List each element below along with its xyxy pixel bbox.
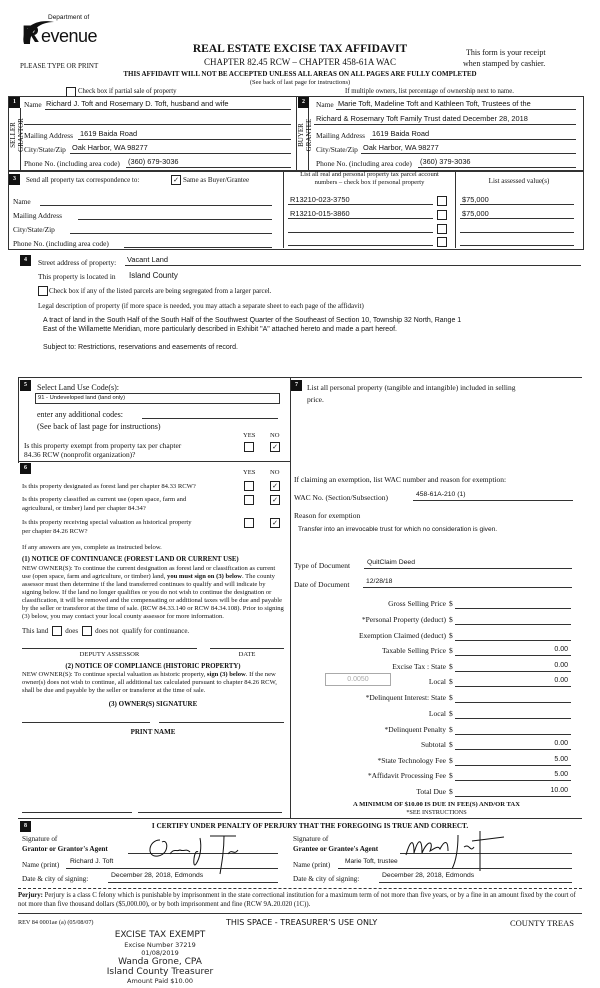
corr-name-field[interactable] — [40, 205, 272, 206]
parcel-header: List all real and personal property tax parcel account — [300, 171, 439, 178]
exempt-yes-checkbox[interactable] — [244, 442, 254, 452]
current-use-no-checkbox[interactable]: ✓ — [270, 495, 280, 505]
grantor-signature — [140, 828, 250, 878]
dollar-sign: $ — [449, 646, 453, 655]
forest-no-checkbox[interactable]: ✓ — [270, 481, 280, 491]
additional-codes-field[interactable] — [142, 418, 278, 419]
parcel-number-field[interactable] — [288, 232, 433, 233]
fee-value: 0.00 — [554, 740, 568, 747]
name-print-label: Name (print) — [22, 861, 60, 869]
grantor-date-city[interactable]: December 28, 2018, Edmonds — [111, 872, 204, 879]
minimum-note: A MINIMUM OF $10.00 IS DUE IN FEE(S) AND/OR TAX — [353, 801, 520, 808]
forest-question: Is this property designated as forest land per chapter 84.33 RCW? — [22, 483, 196, 490]
wac-number[interactable]: 458-61A-210 (1) — [416, 491, 466, 498]
buyer-side-label: BUYER GRANTEE — [297, 118, 313, 152]
form-title: REAL ESTATE EXCISE TAX AFFIDAVIT — [192, 43, 408, 55]
dollar-sign: $ — [449, 631, 453, 640]
fee-field[interactable] — [455, 780, 571, 781]
logo-top-text: Department of — [48, 14, 90, 21]
stamp-title: Island County Treasurer — [106, 967, 214, 977]
historic-yes-checkbox[interactable] — [244, 518, 254, 528]
name-print-label: Name (print) — [293, 861, 331, 869]
continuance-qualify-row — [22, 626, 284, 636]
seller-name-label: Name — [24, 100, 42, 109]
same-as-buyer-checkbox[interactable]: ✓ — [171, 175, 181, 185]
section-number: 2 — [298, 97, 309, 108]
notice-continuance-text: NEW OWNER(S): To continue the current designation as forest land or classification as current use (open space, farm and agriculture, or timber) land, you must sign on (3) below. The county assessor must then determine if the land transferred continues to qualify and will indicate by signing below. If the land no longer qualifies or you do not wish to continue the designation or classification, it will be removed and the compensating or additional taxes will be due and payable by the seller or transferor at the time of sale. (RCW 84.33.140 or RCW 84.34.108). Prior to signing (3) below, you may contact your local county assessor for more information. — [22, 565, 284, 620]
fee-field[interactable] — [455, 765, 571, 766]
parcel-header-2: numbers – check box if personal property — [314, 179, 425, 186]
fee-field[interactable] — [455, 624, 571, 625]
section-number: 8 — [20, 821, 31, 832]
personal-property-checkbox[interactable] — [437, 196, 447, 206]
buyer-name[interactable]: Marie Toft, Madeline Toft and Kathleen Toft, Trustees of the — [338, 99, 531, 108]
receipt-note-2: when stamped by cashier. — [463, 59, 546, 68]
dollar-sign: $ — [449, 787, 453, 796]
corr-mail-label: Mailing Address — [13, 211, 63, 220]
deputy-date-field[interactable] — [210, 648, 284, 649]
fee-field[interactable] — [455, 749, 571, 750]
certify-statement: I CERTIFY UNDER PENALTY OF PERJURY THAT THE FOREGOING IS TRUE AND CORRECT. — [151, 822, 469, 830]
corr-city-field[interactable] — [70, 233, 272, 234]
see-back-label: (See back of last page for instructions) — [37, 422, 161, 431]
assessed-value-field[interactable] — [460, 245, 574, 246]
dollar-sign: $ — [449, 615, 453, 624]
deputy-signature-field[interactable] — [22, 648, 197, 649]
logo-main-text: evenue — [41, 26, 98, 46]
grantor-agent-label: Grantor or Grantor's Agent — [22, 845, 108, 853]
dollar-sign: $ — [449, 740, 453, 749]
grantee-name[interactable]: Marie Toft, trustee — [345, 858, 398, 865]
buyer-city-label: City/State/Zip — [316, 145, 358, 154]
section-number: 3 — [9, 174, 20, 185]
if-any-note: If any answers are yes, complete as instructed below. — [22, 544, 162, 551]
located-label: This property is located in — [38, 272, 116, 281]
fee-value: 10.00 — [550, 787, 568, 794]
this-land-label: This land — [22, 627, 49, 635]
does-checkbox[interactable] — [52, 626, 62, 636]
notice-continuance-title: (1) NOTICE OF CONTINUANCE (FOREST LAND OR CURRENT USE) — [22, 556, 239, 563]
wac-label: WAC No. (Section/Subsection) — [294, 493, 388, 502]
exemption-label: If claiming an exemption, list WAC number and reason for exemption: — [294, 475, 507, 484]
street-label: Street address of property: — [38, 258, 117, 267]
fee-field[interactable] — [455, 608, 571, 609]
seller-city-label: City/State/Zip — [24, 145, 66, 154]
divider — [18, 818, 582, 819]
corr-phone-label: Phone No. (including area code) — [13, 239, 109, 248]
form-chapter: CHAPTER 82.45 RCW – CHAPTER 458-61A WAC — [204, 57, 396, 67]
warning: THIS AFFIDAVIT WILL NOT BE ACCEPTED UNLESS ALL AREAS ON ALL PAGES ARE FULLY COMPLETED — [123, 70, 477, 78]
see-back-note: (See back of last page for instructions) — [249, 79, 351, 86]
divider — [18, 888, 582, 889]
land-use-label: Select Land Use Code(s): — [37, 383, 119, 392]
legal-description-2[interactable]: East of the Willamette Meridian, more particularly described in Exhibit "A" attached hereto and made a part hereof. — [43, 326, 397, 333]
doc-date[interactable]: 12/28/18 — [366, 578, 393, 585]
street-address[interactable]: Vacant Land — [127, 255, 168, 264]
perjury-notice: Perjury: Perjury is a class C felony which is punishable by imprisonment in the state correctional institution for a maximum term of not more than five years, or by a fine in an amount fixed by the court of not more than five thousand dollars ($5,000.00), or by both imprisonment and fine (RCW 9A.20.020 (1C)). — [18, 892, 576, 908]
yes-header: YES — [243, 432, 256, 439]
seller-phone-label: Phone No. (including area code) — [24, 159, 120, 168]
forest-yes-checkbox[interactable] — [244, 481, 254, 491]
fee-label: *Delinquent Penalty — [384, 725, 446, 734]
section-number: 7 — [291, 380, 302, 391]
fee-label: Exemption Claimed (deduct) — [358, 631, 446, 640]
assessed-value-field[interactable] — [460, 232, 574, 233]
stamp-number: Excise Number 37219 — [124, 941, 196, 949]
date-label: DATE — [238, 651, 256, 659]
exemption-reason[interactable]: Transfer into an irrevocable trust for which no consideration is given. — [298, 526, 498, 533]
form-revision: REV 84 0001ae (a) (05/08/07) — [18, 919, 94, 926]
dollar-sign: $ — [449, 771, 453, 780]
print-name-field[interactable] — [22, 812, 132, 813]
historic-question-2: per chapter 84.26 RCW? — [22, 528, 88, 535]
buyer-mail[interactable]: 1619 Baida Road — [372, 129, 430, 138]
land-use-select[interactable] — [35, 393, 280, 404]
divider — [18, 461, 290, 462]
corr-name-label: Name — [13, 197, 31, 206]
does-not-checkbox[interactable] — [82, 626, 92, 636]
send-correspondence-label: Send all property tax correspondence to: — [26, 176, 140, 184]
divider — [18, 913, 582, 914]
reason-label: Reason for exemption — [294, 511, 361, 520]
fee-label: Gross Selling Price — [388, 599, 446, 608]
dollar-sign: $ — [449, 662, 453, 671]
legal-subject[interactable]: Subject to: Restrictions, reservations and easements of record. — [43, 344, 238, 351]
print-name-field-2[interactable] — [138, 812, 282, 813]
county-treas-label: COUNTY TREAS — [510, 918, 574, 928]
additional-codes-label: enter any additional codes: — [37, 410, 123, 419]
owner-signature-title: (3) OWNER(S) SIGNATURE — [108, 699, 198, 708]
date-city-label: Date & city of signing: — [293, 875, 360, 883]
stamp-amount-paid: Amount Paid $10.00 — [127, 977, 193, 985]
stamp-name: Wanda Grone, CPA — [118, 957, 202, 967]
divider — [18, 377, 582, 378]
see-instructions: *SEE INSTRUCTIONS — [406, 809, 467, 816]
corr-phone-field[interactable] — [124, 247, 272, 248]
dollar-sign: $ — [449, 599, 453, 608]
doc-type-label: Type of Document — [294, 561, 351, 570]
receipt-note: This form is your receipt — [466, 48, 546, 57]
treasurer-use-label: THIS SPACE - TREASURER'S USE ONLY — [226, 918, 378, 927]
grantee-date-city[interactable]: December 28, 2018, Edmonds — [382, 872, 475, 879]
notice-compliance-text: NEW OWNER(S): To continue special valuation as historic property, sign (3) below. If the new owner(s) does not wish to continue, all additional tax calculated pursuant to chapter 84.26 RCW, shall be due and payable by the seller or transferor at the time of sale. — [22, 671, 277, 694]
exempt-question-2: 84.36 RCW (nonprofit organization)? — [24, 450, 136, 459]
date-city-label: Date & city of signing: — [22, 875, 89, 883]
dollar-sign: $ — [449, 725, 453, 734]
dollar-sign: $ — [449, 709, 453, 718]
divider — [18, 378, 19, 463]
logo-letter: R — [22, 21, 40, 48]
county[interactable]: Island County — [129, 271, 178, 280]
fee-value: 0.00 — [554, 677, 568, 684]
does-not-label: does not — [95, 627, 119, 635]
personal-property-checkbox[interactable] — [437, 224, 447, 234]
doc-type[interactable]: QuitClaim Deed — [367, 559, 415, 566]
fee-label: *Personal Property (deduct) — [361, 615, 446, 624]
fee-label: Local — [428, 677, 446, 686]
buyer-phone-label: Phone No. (including area code) — [316, 159, 412, 168]
fee-field[interactable] — [455, 718, 571, 719]
legal-description[interactable]: A tract of land in the South Half of the South Half of the Southwest Quarter of the Southeast of Section 10, Township 32 North, Range 1 — [43, 317, 462, 324]
assessed-value-header: List assessed value(s) — [488, 177, 550, 185]
local-rate: 0.0050 — [347, 676, 369, 683]
buyer-name-line2[interactable]: Richard & Rosemary Toft Family Trust dated December 28, 2018 — [316, 114, 528, 123]
grantor-name[interactable]: Richard J. Toft — [70, 858, 114, 865]
signature-of-label: Signature of — [22, 835, 58, 843]
same-as-buyer-label: Same as Buyer/Grantee — [183, 176, 250, 184]
legal-label: Legal description of property (if more space is needed, you may attach a separate sheet to each page of the affidavit) — [38, 302, 364, 310]
buyer-mail-label: Mailing Address — [316, 131, 366, 140]
buyer-city[interactable]: Oak Harbor, WA 98277 — [363, 143, 439, 152]
grantee-agent-label: Grantee or Grantee's Agent — [293, 845, 379, 853]
fee-label: Total Due — [416, 787, 446, 796]
seller-mail-label: Mailing Address — [24, 131, 74, 140]
buyer-name-label: Name — [316, 100, 334, 109]
fee-label: *Affidavit Processing Fee — [367, 771, 446, 780]
seller-city[interactable]: Oak Harbor, WA 98277 — [72, 143, 148, 152]
section-number: 5 — [20, 380, 31, 391]
divider — [290, 378, 291, 818]
section6-notices — [22, 544, 284, 736]
exempt-question: Is this property exempt from property tax per chapter — [24, 441, 182, 450]
fee-label: *State Technology Fee — [377, 756, 446, 765]
doc-date-label: Date of Document — [294, 580, 350, 589]
seller-phone[interactable]: (360) 679-3036 — [128, 157, 179, 166]
fee-field[interactable] — [455, 655, 571, 656]
fee-label: Excise Tax : State — [392, 662, 446, 671]
parcel-number[interactable]: R13210-023-3750 — [290, 195, 350, 204]
no-header: NO — [270, 432, 280, 439]
fee-field[interactable] — [455, 671, 571, 672]
personal-property-label: List all personal property (tangible and intangible) included in selling — [307, 383, 516, 392]
historic-question: Is this property receiving special valuation as historical property — [22, 519, 192, 526]
please-type: PLEASE TYPE OR PRINT — [20, 62, 99, 70]
parcel-number[interactable]: R13210-015-3860 — [290, 209, 350, 218]
seller-mail[interactable]: 1619 Baida Road — [80, 129, 138, 138]
current-use-yes-checkbox[interactable] — [244, 495, 254, 505]
signature-of-label: Signature of — [293, 835, 329, 843]
owner-signature-field-2[interactable] — [159, 722, 284, 723]
corr-city-label: City/State/Zip — [13, 225, 55, 234]
notice-compliance-title: (2) NOTICE OF COMPLIANCE (HISTORIC PROPERTY) — [65, 663, 241, 671]
personal-property-checkbox[interactable] — [437, 210, 447, 220]
print-name-label: PRINT NAME — [130, 727, 176, 736]
seller-side-label: SELLER GRANTOR — [9, 118, 25, 152]
fee-field[interactable] — [455, 734, 571, 735]
parcel-number-field[interactable] — [288, 245, 433, 246]
fee-field[interactable] — [455, 702, 571, 703]
section-number: 4 — [20, 255, 31, 266]
dollar-sign: $ — [449, 756, 453, 765]
section-number: 1 — [9, 97, 20, 108]
deputy-label: DEPUTY ASSESSOR — [79, 651, 140, 659]
fee-value: 0.00 — [554, 646, 568, 653]
does-label: does — [65, 627, 79, 635]
fee-field[interactable] — [455, 686, 571, 687]
historic-no-checkbox[interactable]: ✓ — [270, 518, 280, 528]
no-header: NO — [270, 469, 280, 476]
dollar-sign: $ — [449, 677, 453, 686]
dollar-sign: $ — [449, 693, 453, 702]
fee-label: Taxable Selling Price — [381, 646, 446, 655]
fee-label: Local — [428, 709, 446, 718]
fee-field[interactable] — [455, 640, 571, 641]
fee-label: Subtotal — [420, 740, 446, 749]
assessed-value[interactable]: $75,000 — [462, 195, 489, 204]
fee-value: 5.00 — [554, 771, 568, 778]
fee-value: 5.00 — [554, 756, 568, 763]
personal-property-checkbox[interactable] — [437, 237, 447, 247]
multiple-owners-note: If multiple owners, list percentage of ownership next to name. — [345, 88, 514, 95]
section-number: 6 — [20, 463, 31, 474]
segregated-label: Check box if any of the listed parcels are being segregated from a larger parcel. — [49, 287, 272, 295]
current-use-question: Is this property classified as current use (open space, farm and — [22, 496, 187, 503]
corr-mail-field[interactable] — [78, 219, 272, 220]
exempt-no-checkbox[interactable]: ✓ — [270, 442, 280, 452]
stamp-exempt: EXCISE TAX EXEMPT — [114, 930, 206, 940]
fee-label: *Delinquent Interest: State — [365, 693, 446, 702]
segregated-checkbox[interactable] — [38, 286, 48, 296]
seller-name[interactable]: Richard J. Toft and Rosemary D. Toft, husband and wife — [46, 99, 229, 108]
personal-property-label-2: price. — [307, 395, 324, 404]
current-use-question-2: agricultural, or timber) land per chapter 84.34? — [22, 505, 146, 512]
assessed-value[interactable]: $75,000 — [462, 209, 489, 218]
fee-value: 0.00 — [554, 662, 568, 669]
qualify-label: qualify for continuance. — [122, 627, 190, 635]
owner-signature-field[interactable] — [22, 722, 150, 723]
buyer-phone[interactable]: (360) 379-3036 — [420, 157, 471, 166]
stamp-date: 01/08/2019 — [141, 949, 179, 957]
partial-sale-label: Check box if partial sale of property — [78, 88, 177, 95]
yes-header: YES — [243, 469, 256, 476]
land-use-code: 91 - Undeveloped land (land only) — [38, 394, 126, 401]
fee-field[interactable] — [455, 796, 571, 797]
